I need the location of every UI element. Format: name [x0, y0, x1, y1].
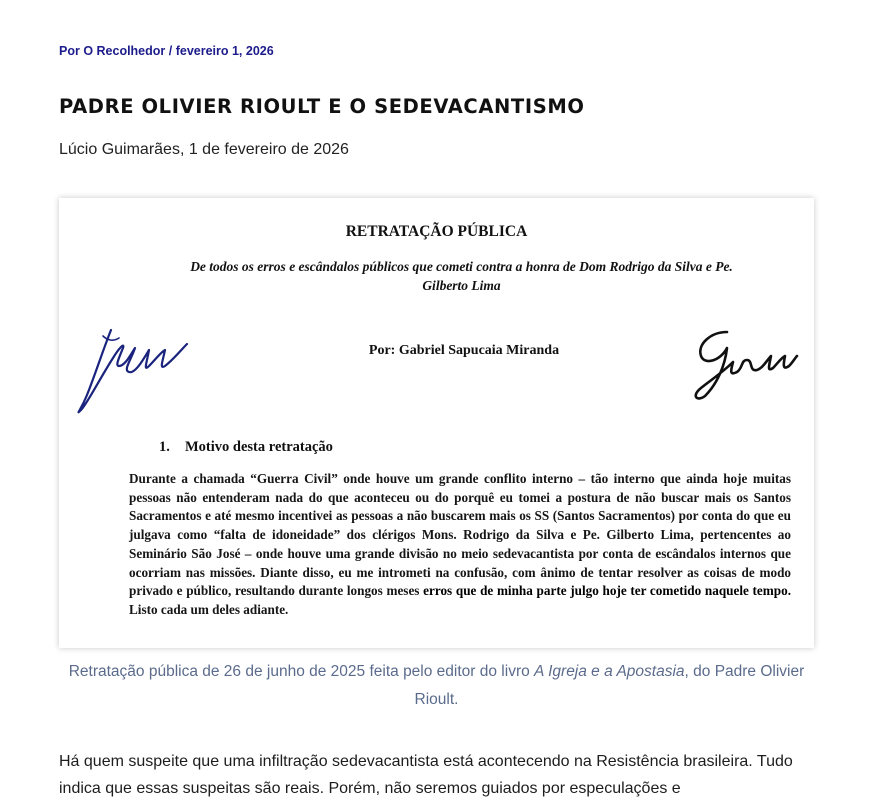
document-paragraph	[129, 470, 791, 620]
section-title: Motivo desta retratação	[185, 439, 333, 455]
byline-prefix: Por	[59, 44, 84, 58]
article-paragraph: Há quem suspeite que uma infiltração sedevacantista está acontecendo na Resistência brasileira. Tudo indica que essas suspeitas são reais. Porém, não seremos guiados por especulações e	[59, 753, 793, 797]
caption-text-start: Retratação pública de 26 de junho de 2025 feita pelo editor do livro	[68, 663, 535, 680]
retraction-document-image	[59, 198, 814, 648]
document-section-heading	[159, 439, 333, 456]
document-paragraph-main: Durante a chamada “Guerra Civil” onde houve um grande conflito interno – tão interno que ainda hoje muitas pessoas não entenderam nada do que aconteceu ou do porquê eu tomei a postura de não buscar mais os Santos Sacramentos e até mesmo incentivei as pessoas a não buscarem mais os SS (Santos Sacramentos) por conta do que eu julgava como “falta de idoneidade” dos clérigos Mons. Rodrigo da Silva e Pe. Gilberto Lima, pertencentes ao Seminário São José – onde houve uma grande divisão no meio sedevacantista por conta de escândalos internos que ocorriam nas missões. Diante disso, eu me intrometi na confusão, com ânimo de tentar resolver as coisas de modo privado e público, resultando durante longos meses	[129, 471, 791, 599]
document-paragraph-end: Listo cada um deles adiante.	[129, 601, 289, 617]
signature-right	[687, 326, 799, 402]
signature-left	[73, 320, 191, 420]
document-subtitle-line2: Gilberto Lima	[422, 278, 501, 293]
author-link[interactable]: O Recolhedor	[83, 44, 166, 58]
caption-book-title: A Igreja e a Apostasia	[534, 663, 685, 680]
document-subtitle-line1: De todos os erros e escândalos públicos que cometi contra a honra de Dom Rodrigo da Silva e Pe.	[190, 259, 733, 274]
document-title: RETRATAÇÃO PÚBLICA	[345, 223, 528, 240]
document-author: Por: Gabriel Sapucaia Miranda	[368, 343, 560, 358]
section-number: 1.	[159, 439, 170, 455]
date-link[interactable]: fevereiro 1, 2026	[175, 44, 274, 58]
article-author-line: Lúcio Guimarães, 1 de fevereiro de 2026	[59, 141, 349, 158]
byline-separator: /	[165, 44, 176, 58]
document-subtitle	[149, 257, 774, 295]
post-title: PADRE OLIVIER RIOULT E O SEDEVACANTISMO	[59, 95, 585, 118]
figure-caption	[59, 658, 814, 714]
post-byline	[59, 44, 274, 58]
caption-text-end: , do Padre Olivier Rioult.	[414, 663, 805, 708]
document-paragraph-emphasis: erros que de minha parte julgo hoje ter cometido naquele tempo.	[423, 583, 791, 599]
